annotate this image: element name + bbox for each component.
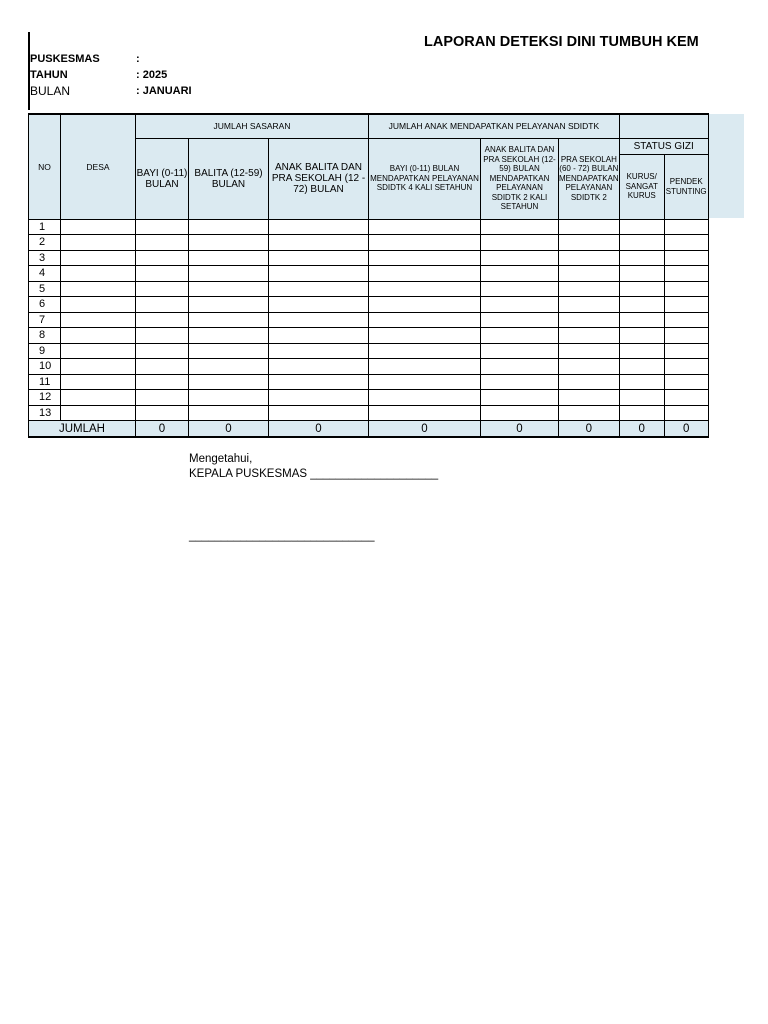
- total-value: 0: [189, 421, 269, 438]
- table-row: [29, 281, 709, 297]
- cell[interactable]: [369, 281, 481, 297]
- cell[interactable]: [369, 374, 481, 390]
- header-pendek: PENDEK STUNTING: [664, 154, 708, 219]
- cell[interactable]: [189, 343, 269, 359]
- cell[interactable]: [136, 281, 189, 297]
- cell[interactable]: [269, 343, 369, 359]
- cell[interactable]: [619, 405, 664, 421]
- cell[interactable]: [61, 235, 136, 251]
- cell[interactable]: [61, 266, 136, 282]
- row-number: 8: [29, 328, 61, 344]
- cell[interactable]: [619, 219, 664, 235]
- cell[interactable]: [664, 297, 708, 313]
- cell[interactable]: [269, 250, 369, 266]
- signature-kepala: KEPALA PUSKESMAS ____________________: [189, 468, 439, 480]
- cell[interactable]: [189, 281, 269, 297]
- cell[interactable]: [369, 405, 481, 421]
- row-number: 5: [29, 281, 61, 297]
- cell[interactable]: [664, 374, 708, 390]
- cell[interactable]: [269, 390, 369, 406]
- cell[interactable]: [664, 235, 708, 251]
- cell[interactable]: [664, 266, 708, 282]
- cell[interactable]: [664, 405, 708, 421]
- cell[interactable]: [619, 374, 664, 390]
- cell[interactable]: [664, 250, 708, 266]
- cell[interactable]: [369, 297, 481, 313]
- cell[interactable]: [481, 297, 559, 313]
- cell[interactable]: [189, 328, 269, 344]
- cell[interactable]: [619, 328, 664, 344]
- total-label: JUMLAH: [29, 421, 136, 438]
- table-row: [29, 343, 709, 359]
- table-row: [29, 235, 709, 251]
- cell[interactable]: [619, 297, 664, 313]
- table-row: [29, 374, 709, 390]
- table-row: [29, 390, 709, 406]
- header-desa: DESA: [61, 114, 136, 219]
- cell[interactable]: [369, 219, 481, 235]
- cell[interactable]: [369, 312, 481, 328]
- header-pra-sekolah-sdidtk: PRA SEKOLAH (60 - 72) BULAN MENDAPATKAN PELAYANAN SDIDTK 2: [559, 138, 620, 219]
- cell[interactable]: [136, 359, 189, 375]
- row-number: 3: [29, 250, 61, 266]
- cell[interactable]: [481, 343, 559, 359]
- cell[interactable]: [136, 390, 189, 406]
- table-row: [29, 266, 709, 282]
- cell[interactable]: [189, 297, 269, 313]
- cell[interactable]: [559, 235, 620, 251]
- cell[interactable]: [619, 281, 664, 297]
- cell[interactable]: [664, 390, 708, 406]
- table-row: [29, 219, 709, 235]
- cell[interactable]: [619, 312, 664, 328]
- cell[interactable]: [559, 219, 620, 235]
- signature-line: _____________________________: [189, 530, 375, 542]
- cell[interactable]: [189, 390, 269, 406]
- cell[interactable]: [481, 281, 559, 297]
- row-number: 1: [29, 219, 61, 235]
- cell[interactable]: [269, 297, 369, 313]
- total-value: 0: [559, 421, 620, 438]
- table-row: [29, 405, 709, 421]
- row-number: 12: [29, 390, 61, 406]
- cell[interactable]: [664, 328, 708, 344]
- cell[interactable]: [269, 266, 369, 282]
- table-row: [29, 297, 709, 313]
- cell[interactable]: [559, 343, 620, 359]
- row-number: 13: [29, 405, 61, 421]
- header-bayi-sdidtk: BAYI (0-11) BULAN MENDAPATKAN PELAYANAN SDIDTK 4 KALI SETAHUN: [369, 138, 481, 219]
- cell[interactable]: [481, 219, 559, 235]
- cell[interactable]: [61, 359, 136, 375]
- table-row: [29, 250, 709, 266]
- cell[interactable]: [61, 374, 136, 390]
- info-value: : 2025: [136, 69, 168, 81]
- cell[interactable]: [189, 219, 269, 235]
- total-value: 0: [136, 421, 189, 438]
- row-number: 9: [29, 343, 61, 359]
- header-balita-sdidtk: ANAK BALITA DAN PRA SEKOLAH (12-59) BULAN MENDAPATKAN PELAYANAN SDIDTK 2 KALI SETAHUN: [481, 138, 559, 219]
- cell[interactable]: [136, 219, 189, 235]
- total-value: 0: [269, 421, 369, 438]
- cell[interactable]: [136, 405, 189, 421]
- total-value: 0: [369, 421, 481, 438]
- header-blank: [619, 114, 708, 138]
- cell[interactable]: [559, 250, 620, 266]
- header-jumlah-pelayanan: JUMLAH ANAK MENDAPATKAN PELAYANAN SDIDTK: [369, 114, 620, 138]
- info-label: BULAN: [30, 84, 71, 98]
- cell[interactable]: [664, 281, 708, 297]
- cell[interactable]: [481, 312, 559, 328]
- header-balita: BALITA (12-59) BULAN: [189, 138, 269, 219]
- cell[interactable]: [136, 297, 189, 313]
- cell[interactable]: [664, 343, 708, 359]
- header-kurus: KURUS/ SANGAT KURUS: [619, 154, 664, 219]
- header-bayi: BAYI (0-11) BULAN: [136, 138, 189, 219]
- cell[interactable]: [369, 359, 481, 375]
- cell[interactable]: [369, 343, 481, 359]
- cell[interactable]: [269, 219, 369, 235]
- cell[interactable]: [559, 266, 620, 282]
- cell[interactable]: [269, 328, 369, 344]
- cell[interactable]: [136, 328, 189, 344]
- cell[interactable]: [619, 235, 664, 251]
- cell[interactable]: [269, 235, 369, 251]
- info-value: :: [136, 53, 140, 65]
- cell[interactable]: [136, 374, 189, 390]
- cell[interactable]: [189, 359, 269, 375]
- cell[interactable]: [189, 266, 269, 282]
- cell[interactable]: [481, 328, 559, 344]
- cell[interactable]: [61, 328, 136, 344]
- table-row: [29, 359, 709, 375]
- total-value: 0: [619, 421, 664, 438]
- cell[interactable]: [481, 405, 559, 421]
- row-number: 4: [29, 266, 61, 282]
- cell[interactable]: [269, 312, 369, 328]
- header-anak-balita-pra: ANAK BALITA DAN PRA SEKOLAH (12 - 72) BULAN: [269, 138, 369, 219]
- info-label: PUSKESMAS: [30, 53, 100, 65]
- cell[interactable]: [61, 343, 136, 359]
- cell[interactable]: [136, 312, 189, 328]
- cell[interactable]: [61, 250, 136, 266]
- cell[interactable]: [559, 281, 620, 297]
- report-table: [28, 113, 709, 438]
- cell[interactable]: [136, 235, 189, 251]
- cell[interactable]: [559, 374, 620, 390]
- cell[interactable]: [189, 312, 269, 328]
- signature-mengetahui: Mengetahui,: [189, 453, 253, 465]
- total-value: 0: [481, 421, 559, 438]
- cell[interactable]: [664, 312, 708, 328]
- cell[interactable]: [664, 219, 708, 235]
- cell[interactable]: [136, 250, 189, 266]
- cell[interactable]: [269, 281, 369, 297]
- row-number: 2: [29, 235, 61, 251]
- cell[interactable]: [61, 312, 136, 328]
- cell[interactable]: [619, 390, 664, 406]
- cell[interactable]: [189, 405, 269, 421]
- cell[interactable]: [61, 281, 136, 297]
- cell[interactable]: [559, 390, 620, 406]
- table-row: [29, 328, 709, 344]
- cell[interactable]: [369, 390, 481, 406]
- cell[interactable]: [559, 312, 620, 328]
- cell[interactable]: [61, 297, 136, 313]
- cell[interactable]: [61, 405, 136, 421]
- cell[interactable]: [136, 343, 189, 359]
- row-number: 10: [29, 359, 61, 375]
- cell[interactable]: [189, 250, 269, 266]
- cell[interactable]: [481, 390, 559, 406]
- row-number: 6: [29, 297, 61, 313]
- header-jumlah-sasaran: JUMLAH SASARAN: [136, 114, 369, 138]
- cell[interactable]: [189, 374, 269, 390]
- cell[interactable]: [664, 359, 708, 375]
- cell[interactable]: [369, 266, 481, 282]
- cell[interactable]: [61, 390, 136, 406]
- info-label: TAHUN: [30, 69, 68, 81]
- cell[interactable]: [136, 266, 189, 282]
- row-number: 11: [29, 374, 61, 390]
- cell[interactable]: [61, 219, 136, 235]
- cell[interactable]: [481, 374, 559, 390]
- cell[interactable]: [189, 235, 269, 251]
- cell[interactable]: [559, 359, 620, 375]
- total-value: 0: [664, 421, 708, 438]
- cell[interactable]: [269, 374, 369, 390]
- cell[interactable]: [559, 297, 620, 313]
- cell[interactable]: [269, 405, 369, 421]
- header-status-gizi: STATUS GIZI: [619, 138, 708, 154]
- cell[interactable]: [269, 359, 369, 375]
- cell[interactable]: [559, 405, 620, 421]
- info-value: : JANUARI: [136, 85, 192, 97]
- cell[interactable]: [481, 250, 559, 266]
- cell[interactable]: [619, 343, 664, 359]
- cell[interactable]: [481, 235, 559, 251]
- cell[interactable]: [369, 328, 481, 344]
- cell[interactable]: [619, 359, 664, 375]
- cell[interactable]: [559, 328, 620, 344]
- total-row: [29, 421, 709, 438]
- cell[interactable]: [481, 266, 559, 282]
- cell[interactable]: [369, 250, 481, 266]
- table-row: [29, 312, 709, 328]
- cell[interactable]: [619, 250, 664, 266]
- row-number: 7: [29, 312, 61, 328]
- cell[interactable]: [619, 266, 664, 282]
- report-title: LAPORAN DETEKSI DINI TUMBUH KEM: [424, 34, 699, 50]
- header-no: NO: [29, 114, 61, 219]
- cell[interactable]: [481, 359, 559, 375]
- cell[interactable]: [369, 235, 481, 251]
